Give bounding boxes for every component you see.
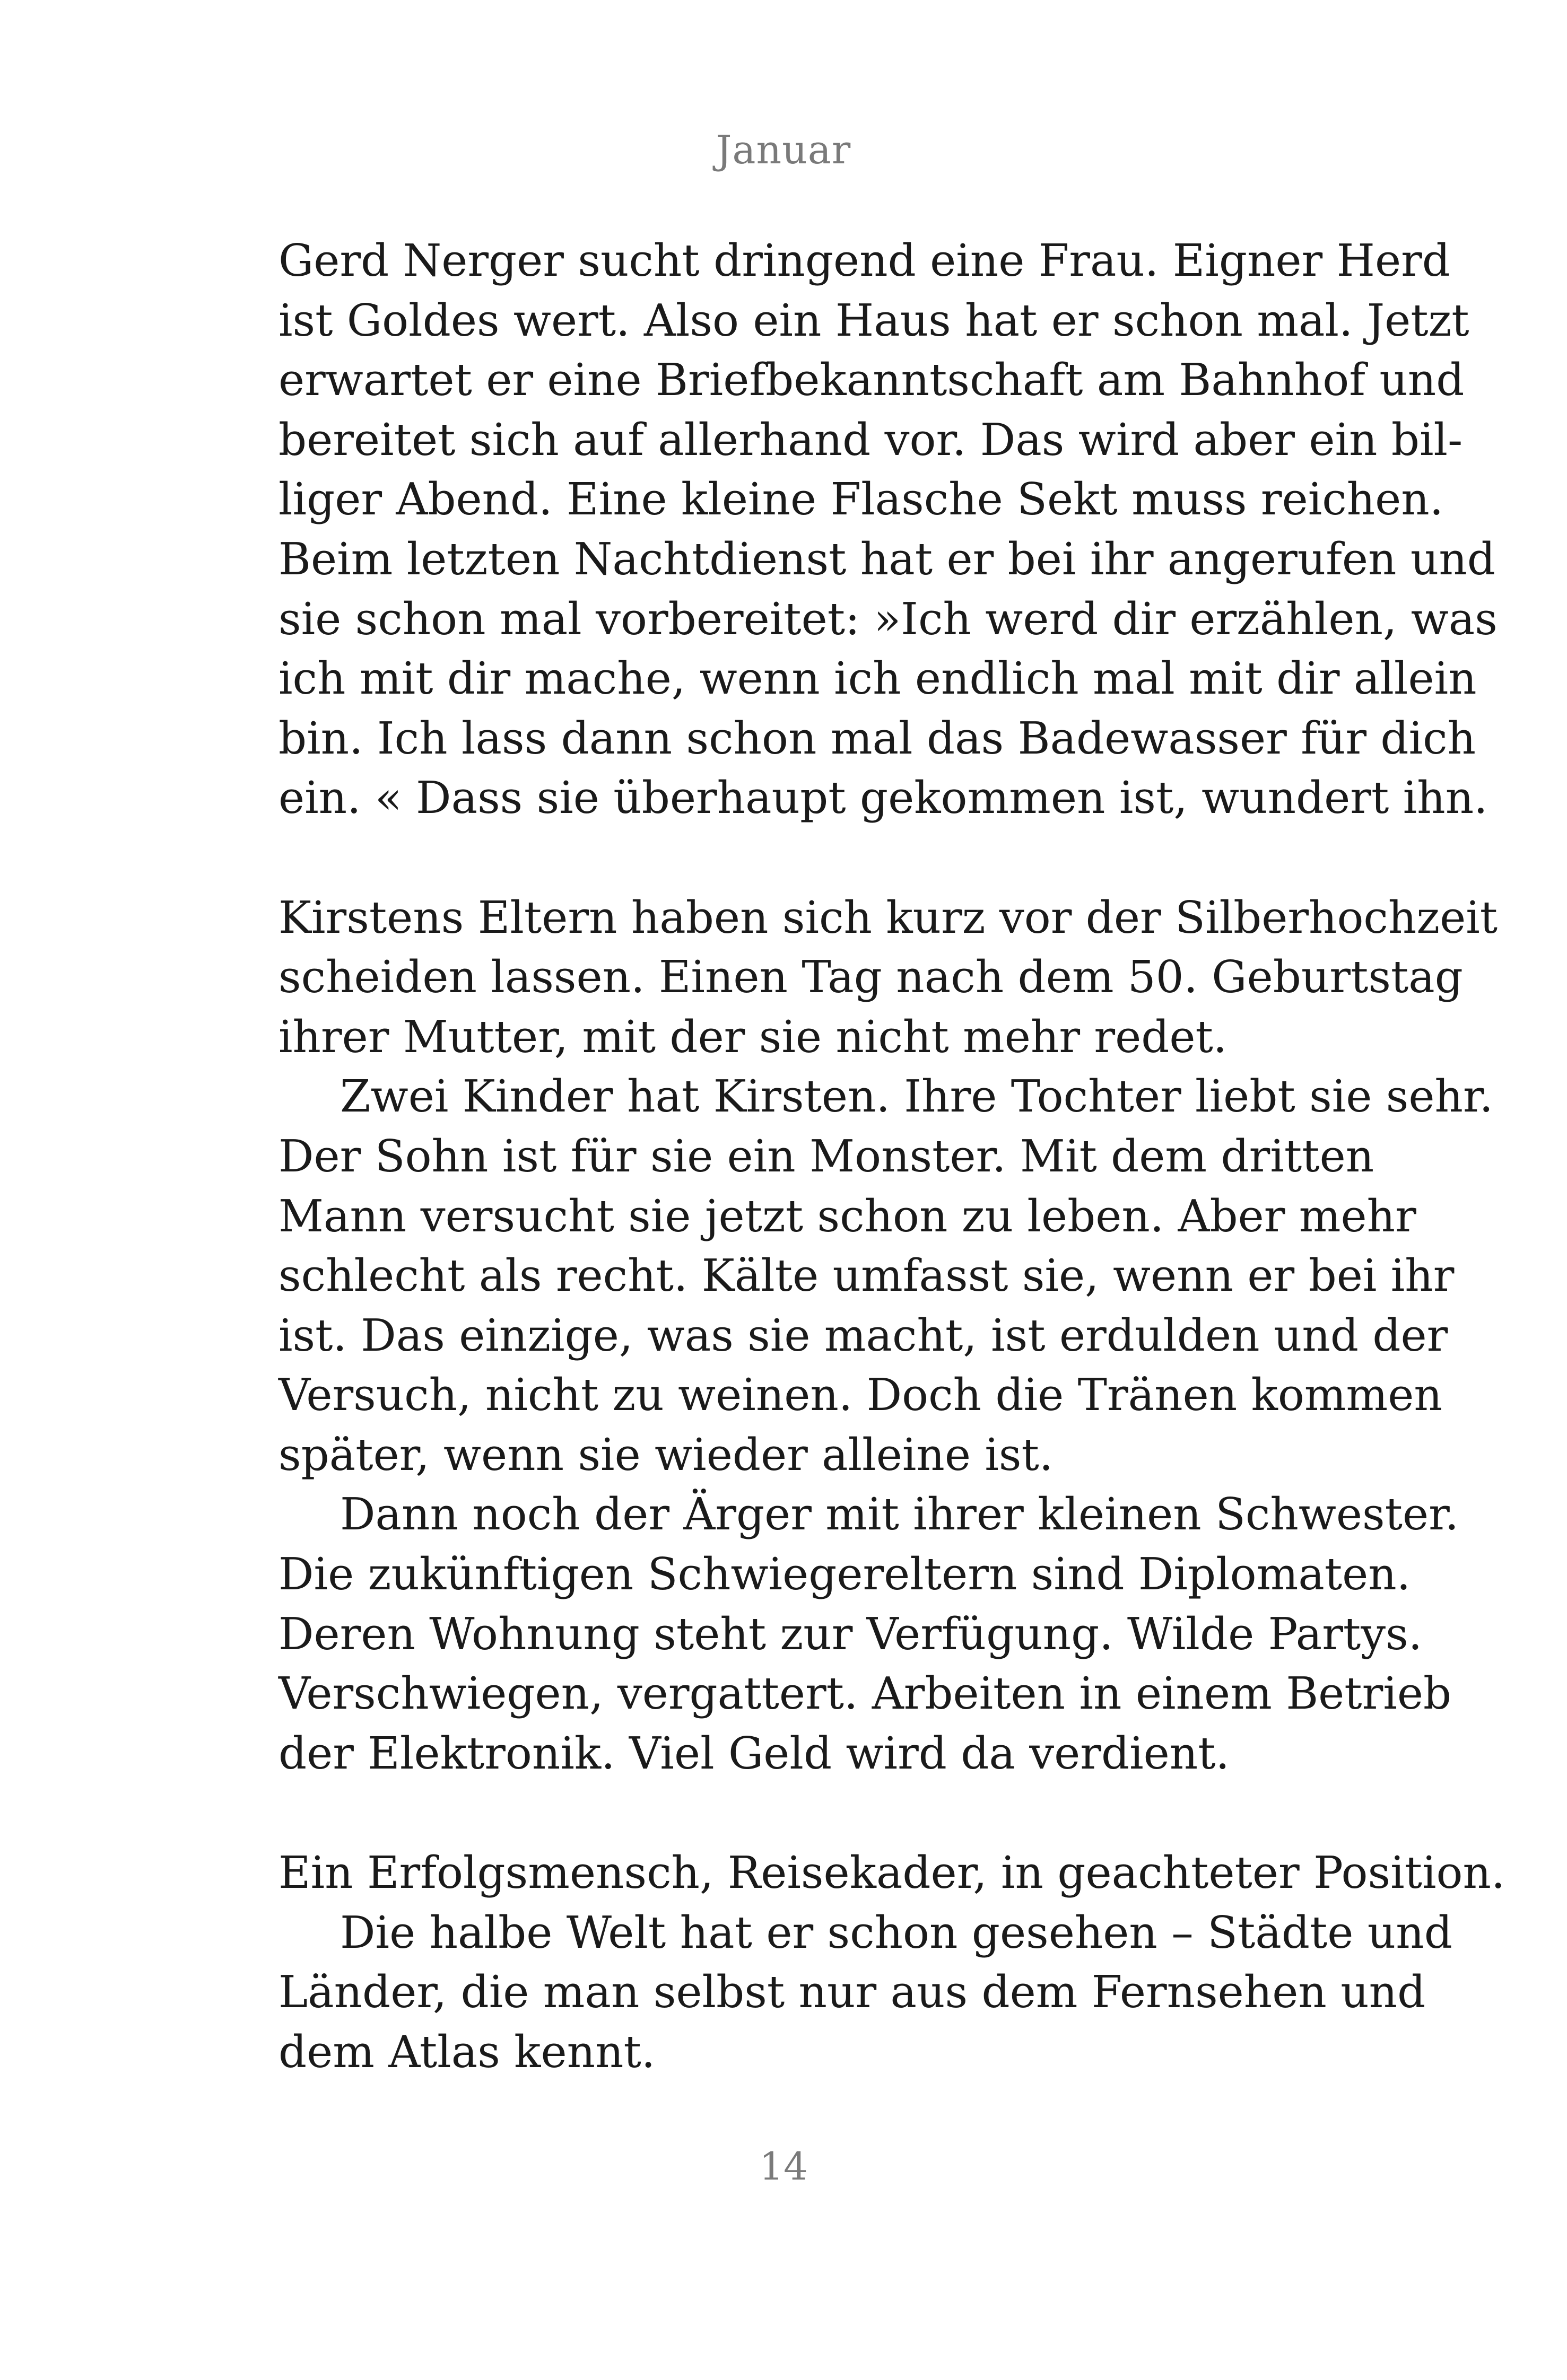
text-line: ein. « Dass sie überhaupt gekommen ist, wundert ihn. (278, 772, 1488, 824)
section-break (278, 1783, 1351, 1843)
text-line: der Elektronik. Viel Geld wird da verdient. (278, 1727, 1230, 1779)
page-number: 14 (759, 2144, 808, 2189)
text-line: scheiden lassen. Einen Tag nach dem 50. Geburtstag (278, 951, 1463, 1003)
text-line: erwartet er eine Briefbekanntschaft am Bahnhof und (278, 354, 1465, 406)
text-line: liger Abend. Eine kleine Flasche Sekt muss reichen. (278, 474, 1444, 526)
text-line: ist Goldes wert. Also ein Haus hat er schon mal. Jetzt (278, 294, 1469, 346)
text-line: bin. Ich lass dann schon mal das Badewasser für dich (278, 712, 1476, 764)
text-line: Die zukünftigen Schwiegereltern sind Diplomaten. (278, 1548, 1411, 1600)
text-line: Versuch, nicht zu weinen. Doch die Tränen kommen (278, 1369, 1442, 1421)
text-line: Mann versucht sie jetzt schon zu leben. Aber mehr (278, 1190, 1416, 1242)
text-line: schlecht als recht. Kälte umfasst sie, wenn er bei ihr (278, 1250, 1455, 1302)
text-line: Zwei Kinder hat Kirsten. Ihre Tochter liebt sie sehr. (340, 1071, 1493, 1123)
text-line: Verschwiegen, vergattert. Arbeiten in einem Betrieb (278, 1668, 1452, 1720)
text-line: Ein Erfolgsmensch, Reisekader, in geachteter Position. (278, 1847, 1505, 1899)
text-line: sie schon mal vorbereitet: »Ich werd dir erzählen, was (278, 593, 1498, 645)
text-line: Die halbe Welt hat er schon gesehen – Städte und (340, 1906, 1452, 1958)
text-line: ist. Das einzige, was sie macht, ist erdulden und der (278, 1309, 1448, 1361)
text-line: Kirstens Eltern haben sich kurz vor der Silberhochzeit (278, 891, 1498, 943)
text-line: dem Atlas kennt. (278, 2026, 656, 2078)
running-header: Januar (716, 127, 851, 173)
text-line: Der Sohn ist für sie ein Monster. Mit dem dritten (278, 1130, 1374, 1182)
text-line: ich mit dir mache, wenn ich endlich mal mit dir allein (278, 653, 1477, 705)
text-line: ihrer Mutter, mit der sie nicht mehr redet. (278, 1011, 1228, 1063)
text-line: Beim letzten Nachtdienst hat er bei ihr angerufen und (278, 533, 1495, 585)
body-text (278, 231, 1505, 2082)
text-line: Gerd Nerger sucht dringend eine Frau. Eigner Herd (278, 235, 1450, 286)
section-break (278, 828, 1351, 888)
text-line: Dann noch der Ärger mit ihrer kleinen Schwester. (340, 1489, 1459, 1541)
text-line: Deren Wohnung steht zur Verfügung. Wilde Partys. (278, 1608, 1423, 1660)
text-line: bereitet sich auf allerhand vor. Das wird aber ein bil- (278, 414, 1463, 466)
text-line: Länder, die man selbst nur aus dem Fernsehen und (278, 1966, 1426, 2018)
text-line: später, wenn sie wieder alleine ist. (278, 1429, 1054, 1481)
